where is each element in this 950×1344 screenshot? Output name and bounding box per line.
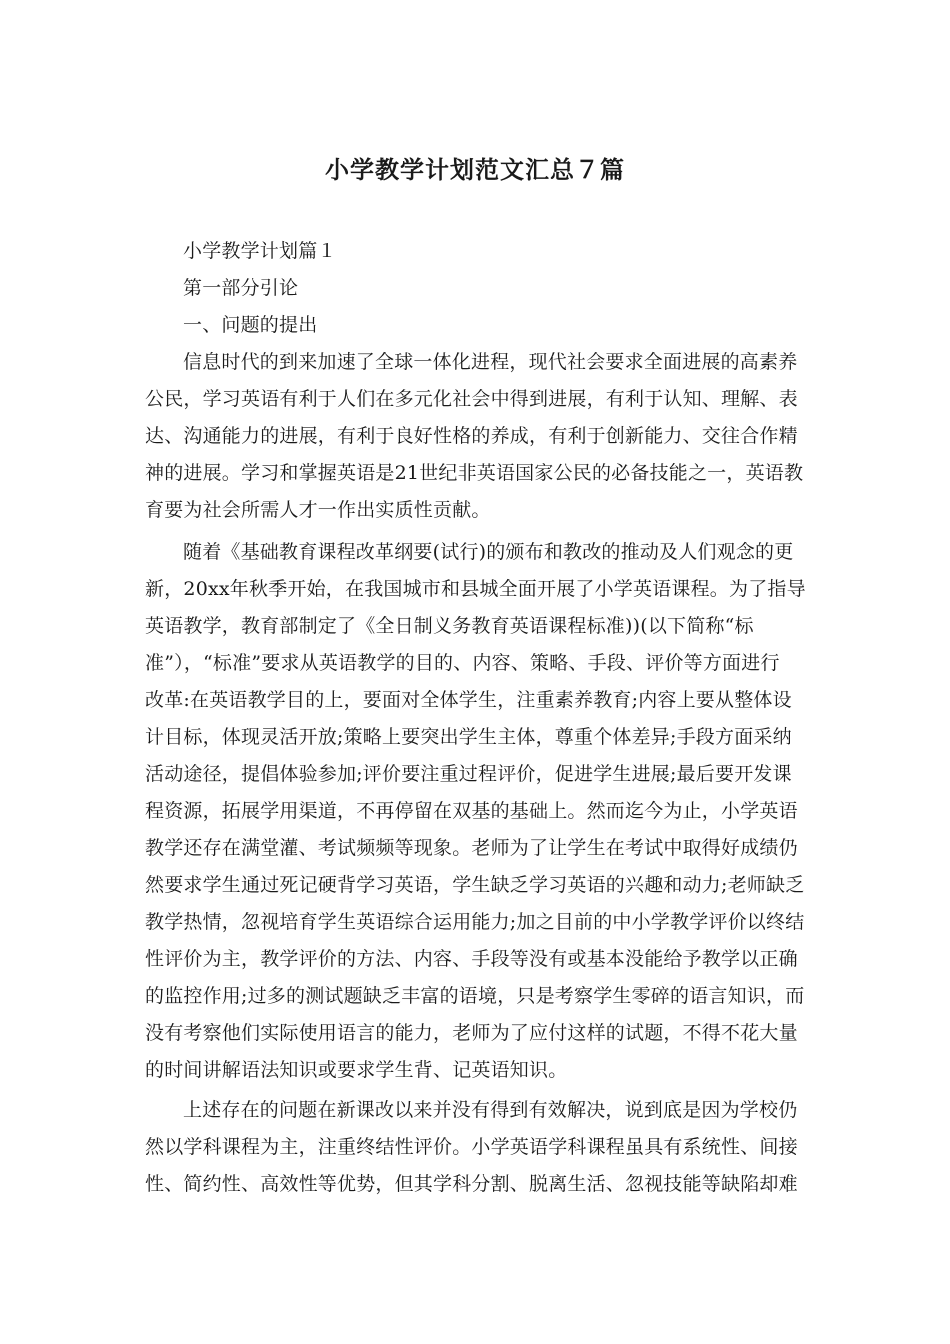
paragraph-line: 公民，学习英语有利于人们在多元化社会中得到进展，有利于认知、理解、表 — [145, 388, 798, 410]
paragraph-line: 神的进展。学习和掌握英语是21世纪非英语国家公民的必备技能之一，英语教 — [145, 462, 804, 484]
paragraph-line: 教学热情，忽视培育学生英语综合运用能力;加之目前的中小学教学评价以终结 — [145, 911, 805, 933]
paragraph-line: 新，20xx年秋季开始，在我国城市和县城全面开展了小学英语课程。为了指导 — [145, 578, 806, 600]
paragraph-line: 活动途径，提倡体验参加;评价要注重过程评价，促进学生进展;最后要开发课 — [145, 763, 792, 785]
paragraph-line: 准”），“标准”要求从英语教学的目的、内容、策略、手段、评价等方面进行 — [145, 652, 780, 674]
paragraph-line: 性、简约性、高效性等优势，但其学科分割、脱离生活、忽视技能等缺陷却难 — [145, 1173, 798, 1195]
part-heading: 第一部分引论 — [183, 277, 299, 299]
subsection-heading: 一、问题的提出 — [183, 314, 318, 336]
paragraph-line: 育要为社会所需人才一作出实质性贡献。 — [145, 499, 491, 521]
paragraph-line: 计目标，体现灵活开放;策略上要突出学生主体，尊重个体差异;手段方面采纳 — [145, 726, 792, 748]
paragraph-line: 性评价为主，教学评价的方法、内容、手段等没有或基本没能给予教学以正确 — [145, 948, 798, 970]
section-heading: 小学教学计划篇１ — [183, 240, 337, 262]
paragraph-line: 程资源，拓展学用渠道，不再停留在双基的基础上。然而迄今为止，小学英语 — [145, 800, 798, 822]
paragraph-line: 教学还存在满堂灌、考试频频等现象。老师为了让学生在考试中取得好成绩仍 — [145, 837, 798, 859]
paragraph-line: 达、沟通能力的进展，有利于良好性格的养成，有利于创新能力、交往合作精 — [145, 425, 798, 447]
paragraph-line: 的时间讲解语法知识或要求学生背、记英语知识。 — [145, 1059, 568, 1081]
paragraph-line: 然以学科课程为主，注重终结性评价。小学英语学科课程虽具有系统性、间接 — [145, 1136, 798, 1158]
paragraph-line: 随着《基础教育课程改革纲要(试行)的颁布和教改的推动及人们观念的更 — [183, 541, 794, 563]
paragraph-line: 的监控作用;过多的测试题缺乏丰富的语境，只是考察学生零碎的语言知识，而 — [145, 985, 805, 1007]
paragraph-line: 改革:在英语教学目的上，要面对全体学生，注重素养教育;内容上要从整体设 — [145, 689, 792, 711]
paragraph-line: 英语教学，教育部制定了《全日制义务教育英语课程标准))(以下简称“标 — [145, 615, 754, 637]
paragraph-line: 然要求学生通过死记硬背学习英语，学生缺乏学习英语的兴趣和动力;老师缺乏 — [145, 874, 805, 896]
document-title: 小学教学计划范文汇总７篇 — [325, 156, 625, 184]
paragraph-line: 信息时代的到来加速了全球一体化进程，现代社会要求全面进展的高素养 — [183, 351, 798, 373]
paragraph-line: 上述存在的问题在新课改以来并没有得到有效解决，说到底是因为学校仍 — [183, 1099, 798, 1121]
paragraph-line: 没有考察他们实际使用语言的能力，老师为了应付这样的试题，不得不花大量 — [145, 1022, 798, 1044]
